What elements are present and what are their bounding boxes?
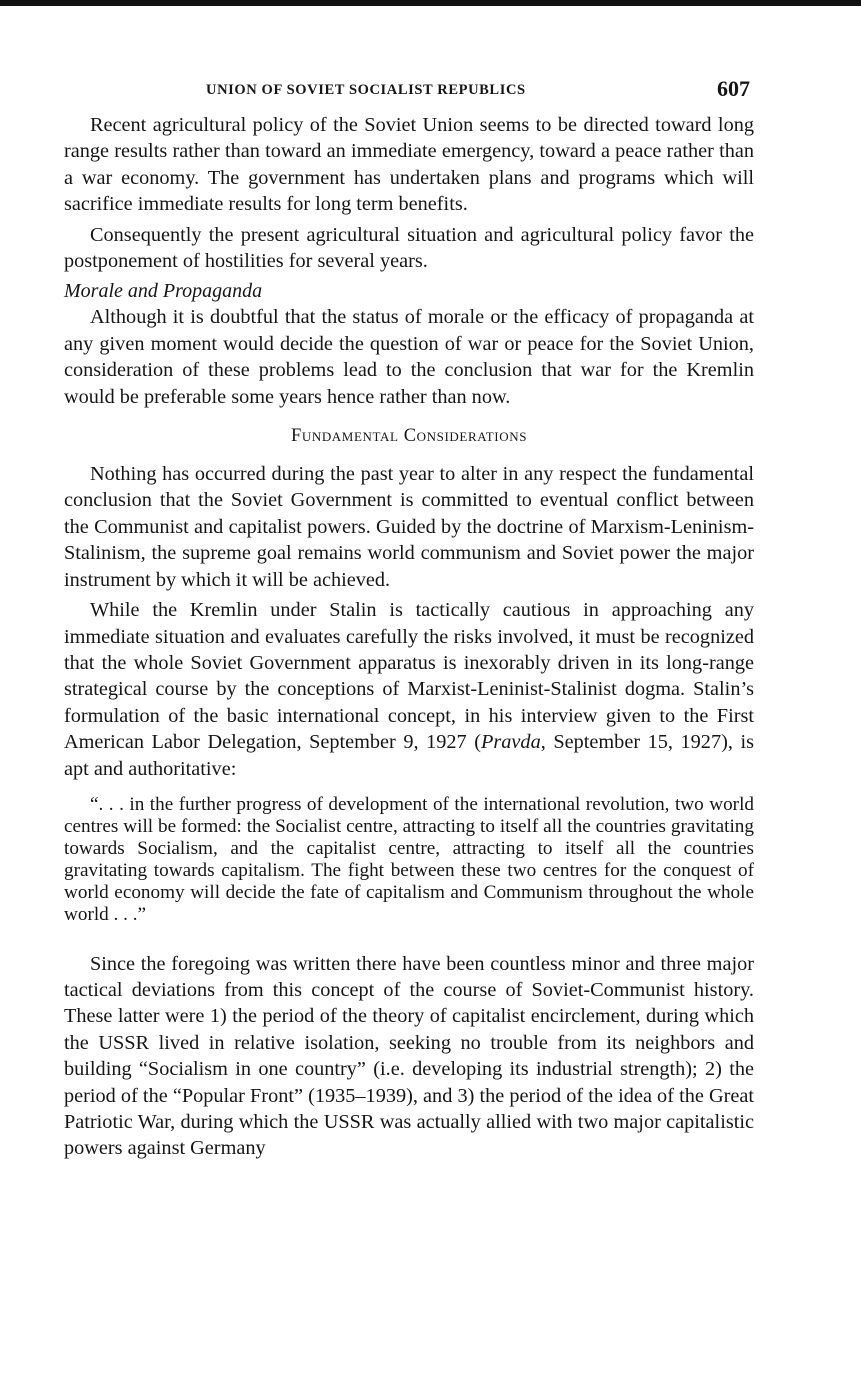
paragraph-morale: Although it is doubtful that the status of morale or the efficacy of propaganda at any given moment would decide the question of war or peace for the Soviet Union, consideration of these problems lead to the conclusion that war for the Kremlin would be preferable some years hence rather than now.: [64, 306, 754, 408]
paragraph-tactical-deviations: Since the foregoing was written there have been countless minor and three major tactical deviations from this concept of the course of Soviet-Communist history. These latter were 1) the period of the theory of capitalist encirclement, during which the USSR lived in relative isolation, seeking no trouble from its neighbors and building “Socialism in one country” (i.e. developing its industrial strength); 2) the period of the “Popular Front” (1935–1939), and 3) the period of the idea of the Great Patriotic War, during which the USSR was actually allied with two major capitalistic powers against Germany: [64, 952, 754, 1160]
paragraph-kremlin-text-1: While the Kremlin under Stalin is tactically cautious in approaching any immediate situation and evaluates carefully the risks involved, it must be recognized that the whole Soviet Government apparatus is inexorably driven in its long-range strategical course by the conceptions of Marxist-Leninist-Stalinist dogma. Stalin’s formulation of the basic international concept, in his interview given to the First American Labor Delegation, September 9, 1927 (: [64, 599, 754, 754]
running-title: UNION OF SOVIET SOCIALIST REPUBLICS: [206, 82, 526, 98]
subheading-morale-propaganda: Morale and Propaganda: [64, 280, 263, 303]
paragraph-consequently: Consequently the present agricultural situation and agricultural policy favor the postponement of hostilities for several years.: [64, 223, 754, 273]
paragraph-kremlin-stalin: [64, 597, 754, 782]
section-title: Fundamental Considerations: [290, 426, 528, 447]
stalin-quote: [64, 794, 754, 927]
stalin-quote-text: “. . . in the further progress of development of the international revolution, two world centres will be formed: the Socialist centre, attracting to itself all the countries gravitating towards Socialism, and the capitalist centre, attracting to itself all the countries gravitating towards capitalism. The fight between these two centres for the conquest of world economy will decide the fate of capitalism and Communism throughout the whole world . . .”: [64, 793, 754, 926]
paragraph-agricultural-policy: Recent agricultural policy of the Soviet Union seems to be directed toward long range results rather than toward an immediate emergency, toward a peace rather than a war economy. The government has undertaken plans and programs which will sacrifice immediate results for long term benefits.: [64, 114, 754, 216]
document-page: [64, 72, 754, 1162]
paragraph-kremlin-text-2: , September 15, 1927), is apt and authoritative:: [64, 731, 754, 780]
page-number: 607: [717, 76, 750, 101]
running-header: [64, 72, 754, 112]
top-border: [0, 0, 861, 6]
paragraph-fundamental-conclusion: Nothing has occurred during the past year to alter in any respect the fundamental conclusion that the Soviet Government is committed to eventual conflict between the Communist and capitalist powers. Guided by the doctrine of Marxism-Leninism-Stalinism, the supreme goal remains world communism and Soviet power the major instrument by which it will be achieved.: [64, 463, 754, 591]
pravda-citation: Pravda: [481, 731, 541, 754]
